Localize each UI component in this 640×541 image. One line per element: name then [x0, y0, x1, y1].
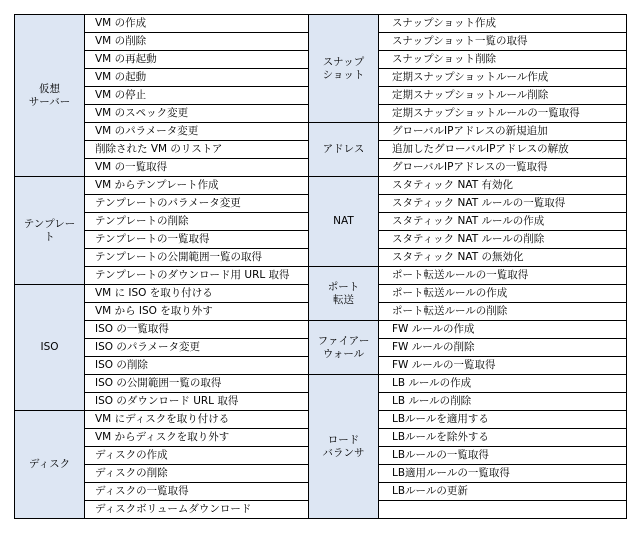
- left-function-cell: ISO の一覧取得: [85, 321, 309, 339]
- left-function-cell: ディスクの作成: [85, 447, 309, 465]
- right-function-cell: 定期スナップショットルールの一覧取得: [379, 105, 627, 123]
- table-row: [15, 375, 627, 393]
- right-function-cell: 定期スナップショットルール削除: [379, 87, 627, 105]
- left-function-cell: ISO の公開範囲一覧の取得: [85, 375, 309, 393]
- left-function-cell: VM から ISO を取り外す: [85, 303, 309, 321]
- left-function-cell: VM の停止: [85, 87, 309, 105]
- left-category-cell: [15, 285, 85, 411]
- left-function-cell: テンプレートのダウンロード用 URL 取得: [85, 267, 309, 285]
- right-category-cell: [309, 15, 379, 123]
- left-category-cell: [15, 411, 85, 519]
- table-row: [15, 15, 627, 33]
- right-function-cell: LBルールを適用する: [379, 411, 627, 429]
- category-label: ファイアー: [317, 334, 370, 347]
- category-label: ウォール: [322, 347, 365, 360]
- table-row: [15, 177, 627, 195]
- left-function-cell: 削除された VM のリストア: [85, 141, 309, 159]
- right-function-cell: LB適用ルールの一覧取得: [379, 465, 627, 483]
- left-function-cell: VM に ISO を取り付ける: [85, 285, 309, 303]
- left-function-cell: ISO のパラメータ変更: [85, 339, 309, 357]
- left-function-cell: VM からディスクを取り外す: [85, 429, 309, 447]
- left-function-cell: VM の作成: [85, 15, 309, 33]
- right-function-cell: 追加したグローバルIPアドレスの解放: [379, 141, 627, 159]
- category-label: ディスク: [28, 458, 71, 470]
- left-function-cell: VM のパラメータ変更: [85, 123, 309, 141]
- left-function-cell: テンプレートの一覧取得: [85, 231, 309, 249]
- right-function-cell: 定期スナップショットルール作成: [379, 69, 627, 87]
- category-label: スナップ: [322, 55, 365, 68]
- right-function-cell: ポート転送ルールの削除: [379, 303, 627, 321]
- right-function-cell: LB ルールの削除: [379, 393, 627, 411]
- left-function-cell: テンプレートの公開範囲一覧の取得: [85, 249, 309, 267]
- category-label: バランサ: [322, 446, 365, 459]
- left-category-cell: [15, 177, 85, 285]
- left-function-cell: ISO のダウンロード URL 取得: [85, 393, 309, 411]
- right-function-cell: スナップショット作成: [379, 15, 627, 33]
- right-function-cell: ポート転送ルールの一覧取得: [379, 267, 627, 285]
- right-function-cell: LBルールの一覧取得: [379, 447, 627, 465]
- right-function-cell: LBルールを除外する: [379, 429, 627, 447]
- right-function-cell: スタティック NAT ルールの作成: [379, 213, 627, 231]
- left-function-cell: VM の一覧取得: [85, 159, 309, 177]
- left-function-cell: VM からテンプレート作成: [85, 177, 309, 195]
- table-row: [15, 267, 627, 285]
- left-function-cell: VM の再起動: [85, 51, 309, 69]
- left-function-cell: テンプレートの削除: [85, 213, 309, 231]
- left-function-cell: ディスクの削除: [85, 465, 309, 483]
- right-function-cell: FW ルールの削除: [379, 339, 627, 357]
- right-function-cell: LB ルールの作成: [379, 375, 627, 393]
- right-function-cell: スタティック NAT ルールの削除: [379, 231, 627, 249]
- category-label: ポート: [327, 280, 360, 293]
- right-function-cell: ポート転送ルールの作成: [379, 285, 627, 303]
- right-function-cell: LBルールの更新: [379, 483, 627, 501]
- category-label: ロード: [327, 433, 360, 446]
- left-function-cell: ディスクボリュームダウンロード: [85, 501, 309, 519]
- left-function-cell: ISO の削除: [85, 357, 309, 375]
- right-function-cell: [379, 501, 627, 519]
- right-function-cell: スナップショット一覧の取得: [379, 33, 627, 51]
- left-function-cell: VM の削除: [85, 33, 309, 51]
- right-category-cell: [309, 123, 379, 177]
- right-function-cell: グローバルIPアドレスの新規追加: [379, 123, 627, 141]
- left-function-cell: VM のスペック変更: [85, 105, 309, 123]
- category-label: ISO: [40, 341, 59, 353]
- right-category-cell: [309, 177, 379, 267]
- left-category-cell: [15, 15, 85, 177]
- category-label: サーバー: [28, 95, 71, 108]
- left-function-cell: VM の起動: [85, 69, 309, 87]
- left-function-cell: ディスクの一覧取得: [85, 483, 309, 501]
- right-category-cell: [309, 375, 379, 519]
- right-function-cell: グローバルIPアドレスの一覧取得: [379, 159, 627, 177]
- table-body: [15, 15, 627, 519]
- category-label: テンプレー: [23, 217, 76, 230]
- category-label: 仮想: [39, 82, 60, 95]
- left-function-cell: VM にディスクを取り付ける: [85, 411, 309, 429]
- right-function-cell: FW ルールの一覧取得: [379, 357, 627, 375]
- category-label: ショット: [322, 68, 365, 81]
- category-label: ト: [44, 230, 55, 243]
- right-category-cell: [309, 267, 379, 321]
- table-row: [15, 123, 627, 141]
- right-function-cell: スナップショット削除: [379, 51, 627, 69]
- category-label: 転送: [333, 293, 354, 306]
- category-label: NAT: [333, 215, 354, 227]
- right-function-cell: スタティック NAT 有効化: [379, 177, 627, 195]
- right-category-cell: [309, 321, 379, 375]
- right-function-cell: FW ルールの作成: [379, 321, 627, 339]
- right-function-cell: スタティック NAT ルールの一覧取得: [379, 195, 627, 213]
- table-row: [15, 321, 627, 339]
- api-function-table: [14, 14, 627, 519]
- category-label: アドレス: [322, 143, 365, 155]
- left-function-cell: テンプレートのパラメータ変更: [85, 195, 309, 213]
- right-function-cell: スタティック NAT の無効化: [379, 249, 627, 267]
